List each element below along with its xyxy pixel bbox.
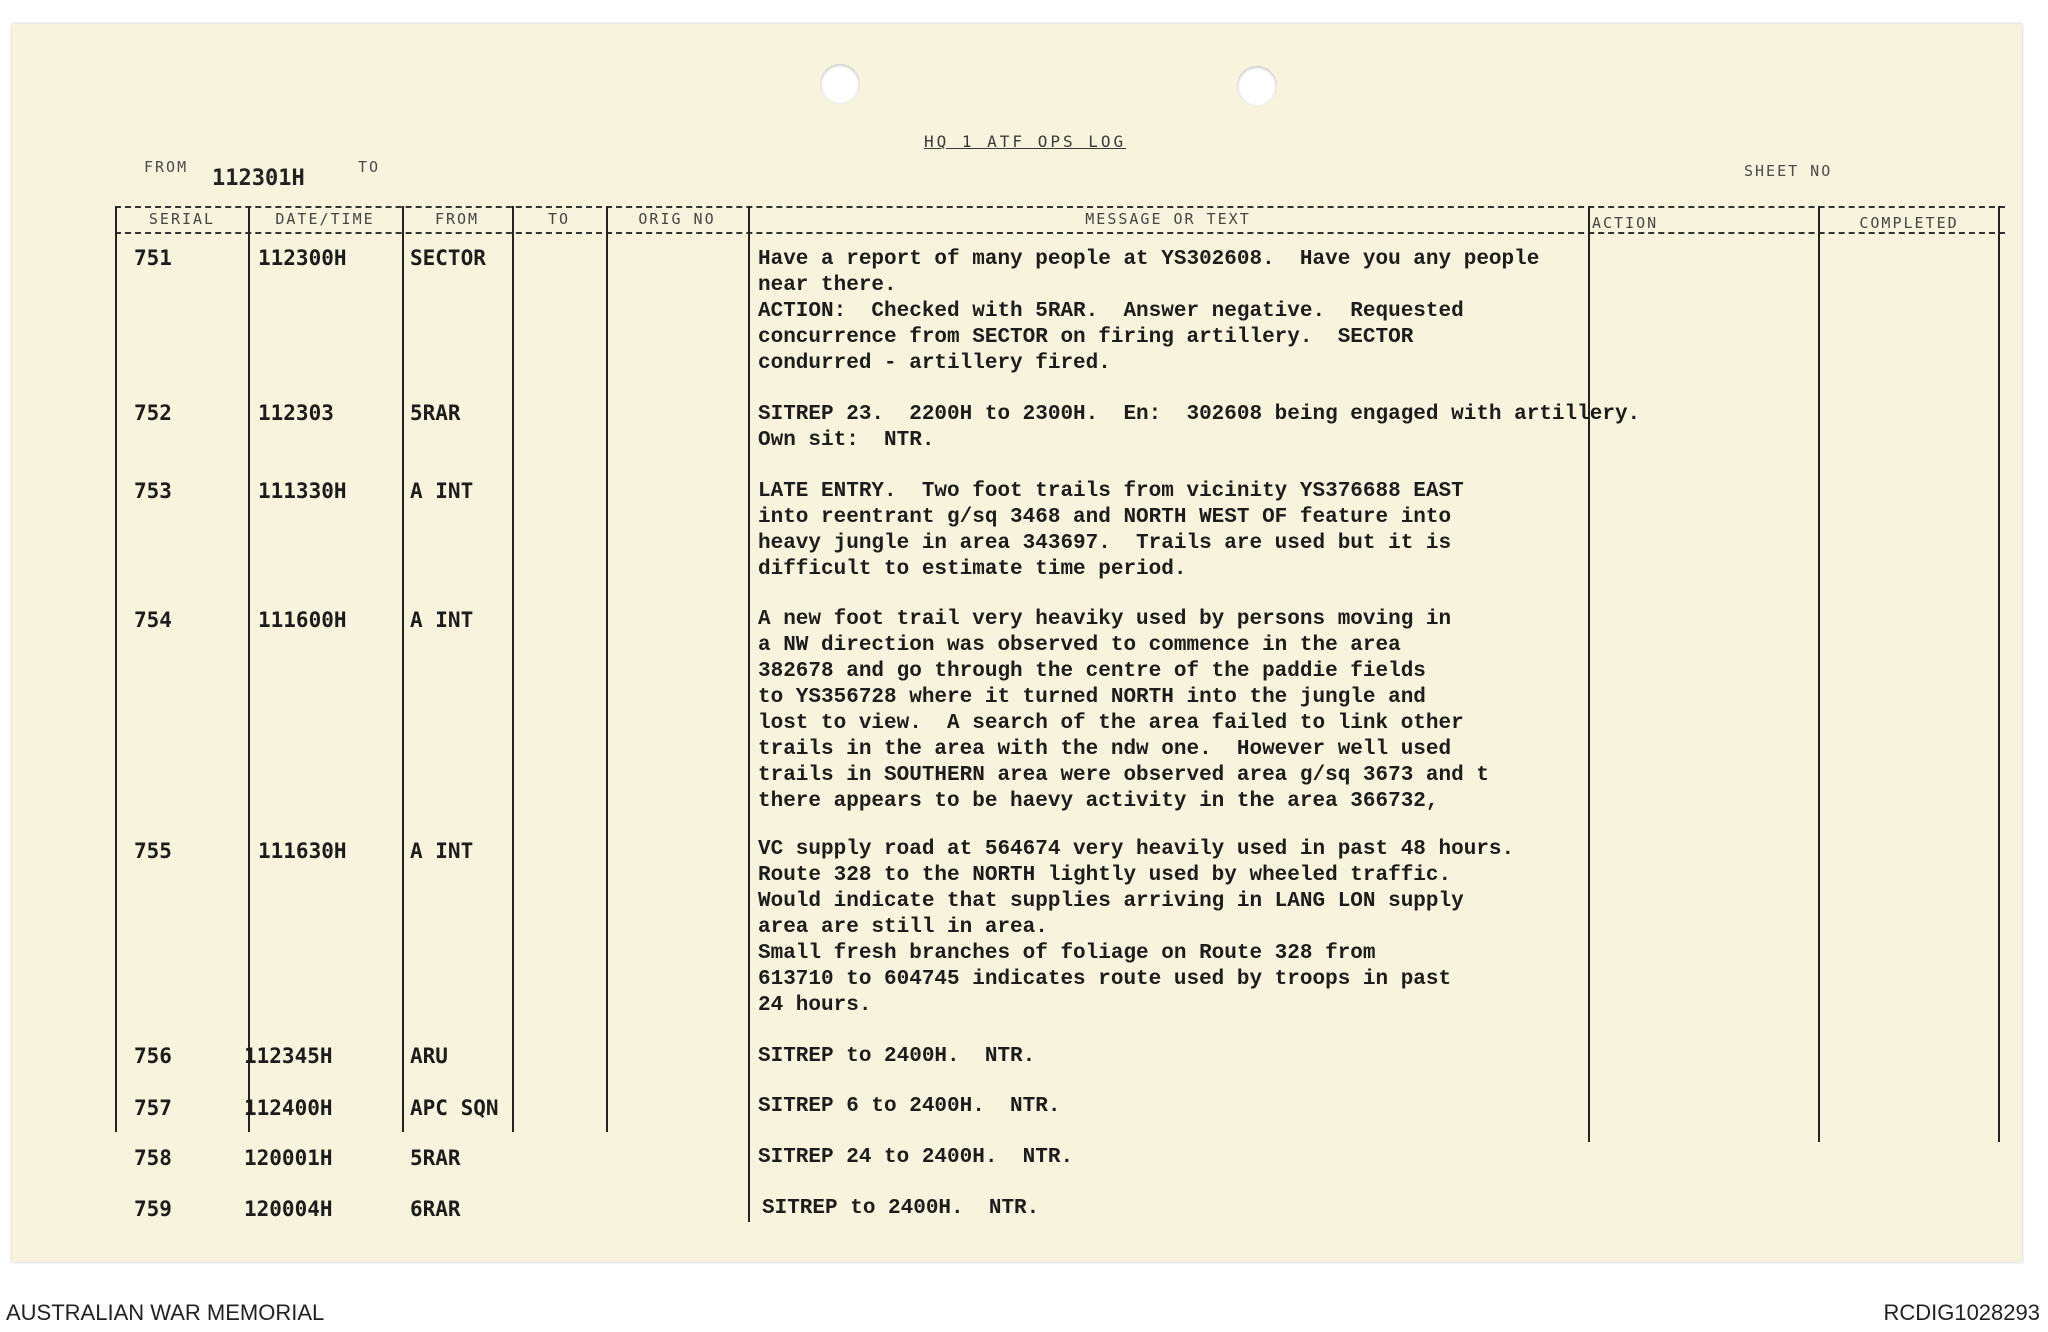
column-divider	[402, 206, 404, 1132]
column-divider	[248, 206, 250, 1132]
col-header-serial: SERIAL	[148, 210, 216, 228]
message-line: VC supply road at 564674 very heavily used in past 48 hours.	[758, 838, 1515, 861]
column-divider	[512, 206, 514, 1132]
serial-cell: 756	[134, 1044, 172, 1068]
message-line: SITREP to 2400H. NTR.	[758, 1045, 1036, 1068]
archive-credit: AUSTRALIAN WAR MEMORIAL	[6, 1300, 325, 1325]
message-line: SITREP 6 to 2400H. NTR.	[758, 1095, 1061, 1118]
serial-cell: 757	[134, 1096, 172, 1120]
column-divider	[1998, 206, 2000, 1142]
message-line: condurred - artillery fired.	[758, 352, 1111, 375]
message-line: SITREP 24 to 2400H. NTR.	[758, 1146, 1074, 1169]
message-line: SITREP 23. 2200H to 2300H. En: 302608 being engaged with artillery.	[758, 403, 1641, 426]
datetime-cell: 111600H	[258, 608, 347, 632]
message-line: 613710 to 604745 indicates route used by troops in past	[758, 968, 1452, 991]
from-cell: A INT	[410, 608, 474, 632]
from-label: FROM	[144, 158, 189, 176]
from-cell: 5RAR	[410, 401, 461, 425]
message-cell	[758, 1094, 1688, 1120]
message-line: ACTION: Checked with 5RAR. Answer negative. Requested	[758, 300, 1464, 323]
message-line: SITREP to 2400H. NTR.	[762, 1197, 1040, 1220]
message-cell	[758, 607, 1688, 815]
serial-cell: 759	[134, 1197, 172, 1221]
message-line: to YS356728 where it turned NORTH into the jungle and	[758, 686, 1426, 709]
message-line: Route 328 to the NORTH lightly used by wheeled traffic.	[758, 864, 1452, 887]
col-header-datetime: DATE/TIME	[275, 210, 375, 228]
serial-cell: 754	[134, 608, 172, 632]
serial-cell: 751	[134, 246, 172, 270]
message-line: a NW direction was observed to commence in the area	[758, 634, 1401, 657]
column-divider	[115, 206, 117, 1132]
datetime-cell: 112345H	[244, 1044, 333, 1068]
serial-cell: 753	[134, 479, 172, 503]
message-line: difficult to estimate time period.	[758, 558, 1187, 581]
datetime-cell: 120004H	[244, 1197, 333, 1221]
table-top-rule	[115, 206, 2005, 208]
column-divider	[748, 206, 750, 1222]
datetime-cell: 112300H	[258, 246, 347, 270]
message-line: Small fresh branches of foliage on Route 328 from	[758, 942, 1376, 965]
punch-hole	[1237, 66, 1277, 106]
message-line: lost to view. A search of the area failed to link other	[758, 712, 1464, 735]
from-cell: A INT	[410, 839, 474, 863]
datetime-cell: 112303	[258, 401, 334, 425]
message-cell	[758, 837, 1688, 1019]
message-cell	[762, 1196, 1692, 1222]
message-line: area are still in area.	[758, 916, 1048, 939]
log-title: HQ 1 ATF OPS LOG	[924, 132, 1127, 151]
from-value: 112301H	[212, 166, 305, 191]
from-cell: 5RAR	[410, 1146, 461, 1170]
from-cell: SECTOR	[410, 246, 486, 270]
from-cell: A INT	[410, 479, 474, 503]
message-line: 24 hours.	[758, 994, 872, 1017]
archive-id: RCDIG1028293	[1883, 1300, 2040, 1325]
message-line: LATE ENTRY. Two foot trails from vicinity YS376688 EAST	[758, 480, 1464, 503]
datetime-cell: 112400H	[244, 1096, 333, 1120]
message-line: A new foot trail very heaviky used by persons moving in	[758, 608, 1452, 631]
from-cell: APC SQN	[410, 1096, 499, 1120]
message-line: heavy jungle in area 343697. Trails are used but it is	[758, 532, 1452, 555]
header-bottom-rule	[115, 232, 2005, 234]
message-cell	[758, 1145, 1688, 1171]
serial-cell: 752	[134, 401, 172, 425]
col-header-from: FROM	[434, 210, 480, 228]
message-line: into reentrant g/sq 3468 and NORTH WEST OF feature into	[758, 506, 1452, 529]
datetime-cell: 111630H	[258, 839, 347, 863]
sheet-no-label: SHEET NO	[1744, 162, 1833, 180]
column-divider	[606, 206, 608, 1132]
message-line: there appears to be haevy activity in the area 366732,	[758, 790, 1439, 813]
datetime-cell: 111330H	[258, 479, 347, 503]
col-header-completed: COMPLETED	[1859, 214, 1959, 232]
datetime-cell: 120001H	[244, 1146, 333, 1170]
to-label: TO	[358, 158, 381, 176]
from-cell: ARU	[410, 1044, 448, 1068]
message-line: Own sit: NTR.	[758, 429, 935, 452]
from-cell: 6RAR	[410, 1197, 461, 1221]
message-line: trails in the area with the ndw one. However well used	[758, 738, 1452, 761]
punch-hole	[820, 64, 860, 104]
serial-cell: 758	[134, 1146, 172, 1170]
message-line: trails in SOUTHERN area were observed area g/sq 3673 and t	[758, 764, 1489, 787]
col-header-action: ACTION	[1592, 214, 1659, 232]
message-cell	[758, 247, 1688, 377]
col-header-message: MESSAGE OR TEXT	[1085, 210, 1251, 228]
message-line: concurrence from SECTOR on firing artillery. SECTOR	[758, 326, 1414, 349]
message-cell	[758, 1044, 1688, 1070]
message-line: 382678 and go through the centre of the paddie fields	[758, 660, 1426, 683]
message-cell	[758, 479, 1688, 583]
message-line: Would indicate that supplies arriving in LANG LON supply	[758, 890, 1464, 913]
message-line: Have a report of many people at YS302608. Have you any people	[758, 248, 1540, 271]
message-cell	[758, 402, 1688, 454]
serial-cell: 755	[134, 839, 172, 863]
col-header-to: TO	[547, 210, 571, 228]
col-header-orig-no: ORIG NO	[638, 210, 716, 228]
column-divider	[1818, 206, 1820, 1142]
message-line: near there.	[758, 274, 897, 297]
